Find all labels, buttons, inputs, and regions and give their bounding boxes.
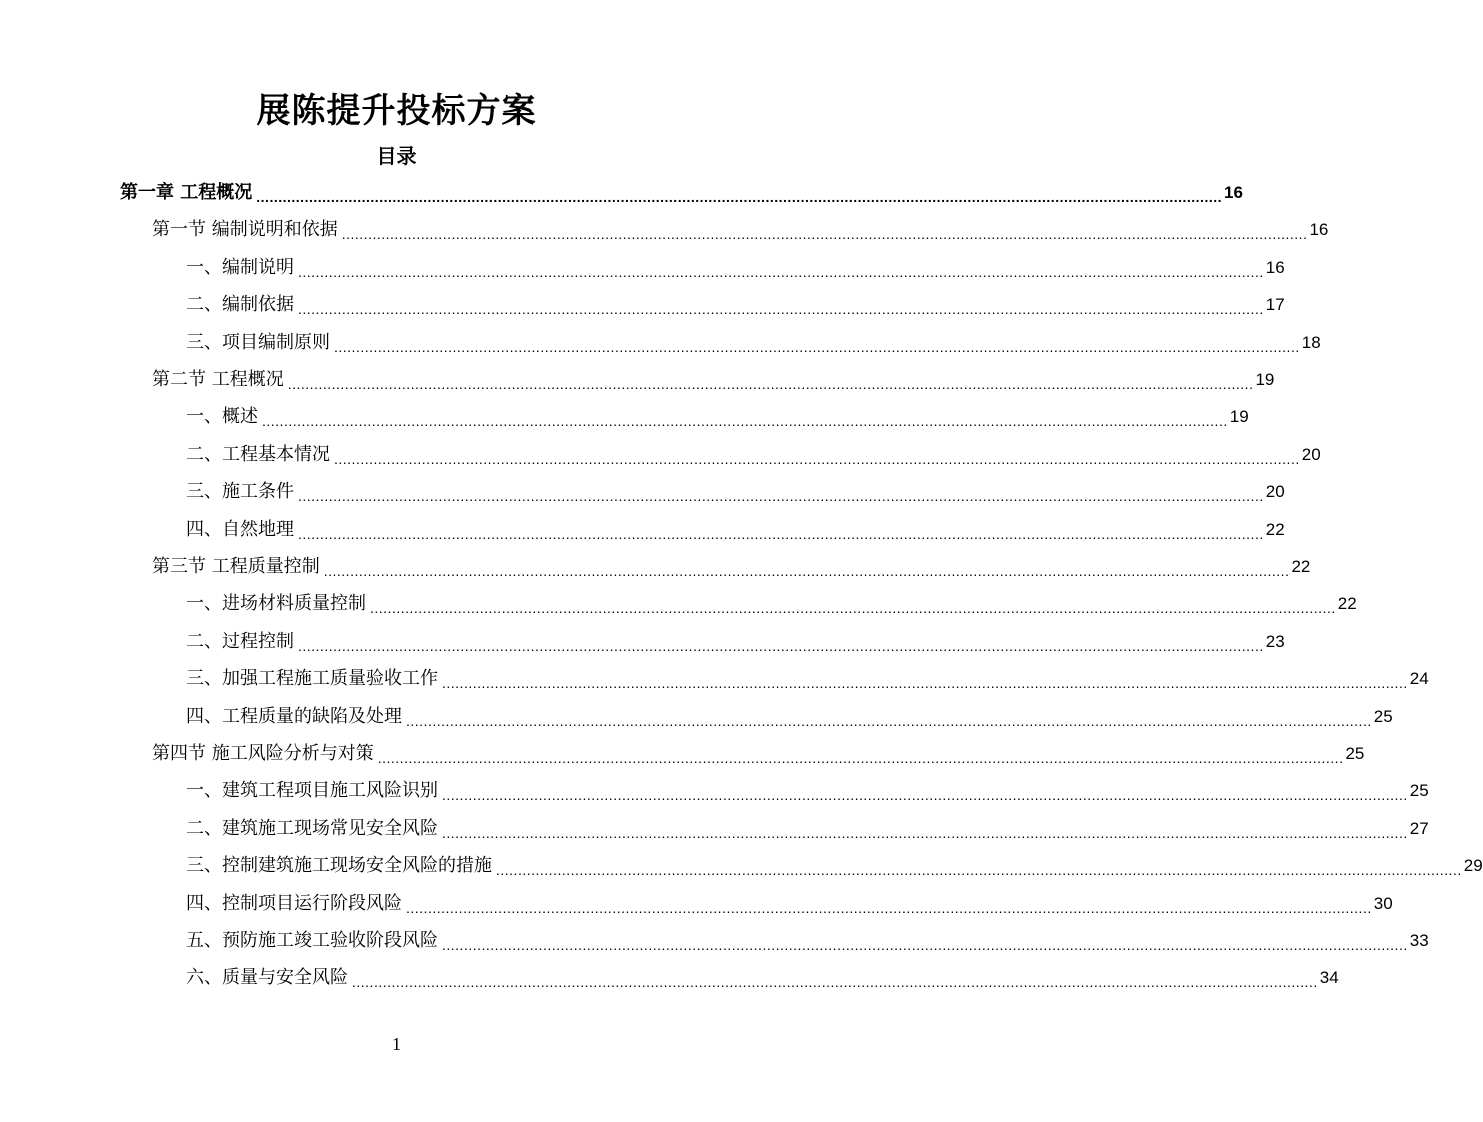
toc-dot-leader: ............................................................................................................................................................................................................................ [352, 974, 1318, 991]
toc-dot-leader: ............................................................................................................................................................................................................................ [406, 899, 1372, 916]
document-title: 展陈提升投标方案 [256, 91, 537, 131]
toc-entry[interactable] [186, 963, 1339, 993]
toc-dot-leader: ............................................................................................................................................................................................................................ [334, 338, 1300, 355]
toc-entry[interactable] [152, 365, 1275, 395]
toc-entry-page-number: 18 [1301, 332, 1321, 352]
toc-entry[interactable] [186, 814, 1429, 844]
toc-dot-leader: ............................................................................................................................................................................................................................ [298, 525, 1264, 542]
toc-dot-leader: ............................................................................................................................................................................................................................ [341, 226, 1308, 243]
toc-entry-label: 二、工程基本情况 [186, 443, 330, 465]
toc-entry-label: 二、过程控制 [186, 630, 294, 652]
toc-entry-label: 三、加强工程施工质量验收工作 [186, 668, 438, 690]
toc-dot-leader: ............................................................................................................................................................................................................................ [442, 824, 1408, 841]
toc-entry[interactable] [186, 627, 1285, 657]
toc-entry-page-number: 20 [1301, 444, 1321, 464]
toc-entry[interactable] [186, 664, 1429, 694]
toc-entry-page-number: 25 [1345, 744, 1365, 763]
toc-entry-page-number: 27 [1409, 818, 1429, 838]
toc-dot-leader: ............................................................................................................................................................................................................................ [262, 413, 1228, 430]
toc-entry-label: 三、控制建筑施工现场安全风险的措施 [186, 855, 492, 877]
toc-dot-leader: ............................................................................................................................................................................................................................ [370, 600, 1336, 617]
toc-entry-page-number: 22 [1337, 594, 1357, 614]
toc-dot-leader: ............................................................................................................................................................................................................................ [334, 450, 1300, 467]
toc-entry[interactable] [152, 215, 1329, 245]
toc-dot-leader: ............................................................................................................................................................................................................................ [323, 563, 1290, 579]
toc-entry-label: 三、施工条件 [186, 481, 294, 503]
toc-entry[interactable] [186, 515, 1285, 545]
toc-entry-label: 第二节 工程概况 [152, 369, 284, 390]
toc-entry-label: 一、进场材料质量控制 [186, 593, 366, 615]
toc-entry-page-number: 20 [1265, 482, 1285, 502]
toc-entry-label: 一、概述 [186, 406, 258, 428]
toc-dot-leader: ............................................................................................................................................................................................................................ [298, 637, 1264, 654]
toc-dot-leader: ............................................................................................................................................................................................................................ [298, 488, 1264, 505]
toc-entry-page-number: 16 [1224, 183, 1243, 202]
toc-entry-label: 第三节 工程质量控制 [152, 556, 320, 577]
toc-entry-page-number: 16 [1265, 257, 1285, 277]
toc-entry-label: 二、编制依据 [186, 294, 294, 316]
toc-entry[interactable] [186, 702, 1393, 732]
toc-entry-label: 一、编制说明 [186, 256, 294, 278]
toc-entry[interactable] [120, 178, 1243, 208]
toc-entry[interactable] [186, 440, 1321, 470]
toc-dot-leader: ............................................................................................................................................................................................................................ [442, 937, 1408, 953]
toc-entry[interactable] [186, 402, 1249, 432]
toc-entry-page-number: 33 [1409, 931, 1429, 950]
toc-entry-label: 四、自然地理 [186, 518, 294, 540]
toc-entry-page-number: 25 [1409, 781, 1429, 801]
toc-entry[interactable] [186, 589, 1357, 619]
toc-entry-label: 一、建筑工程项目施工风险识别 [186, 780, 438, 802]
toc-entry[interactable] [152, 739, 1365, 769]
toc-entry-label: 四、工程质量的缺陷及处理 [186, 705, 402, 727]
toc-entry-label: 三、项目编制原则 [186, 331, 330, 353]
toc-dot-leader: ............................................................................................................................................................................................................................ [496, 862, 1462, 879]
toc-entry-page-number: 16 [1309, 220, 1329, 240]
toc-dot-leader: ............................................................................................................................................................................................................................ [298, 263, 1264, 280]
toc-entry-page-number: 19 [1255, 370, 1275, 389]
toc-dot-leader: ............................................................................................................................................................................................................................ [377, 750, 1344, 766]
toc-entry[interactable] [186, 851, 1483, 881]
toc-entry-page-number: 25 [1373, 706, 1393, 726]
toc-entry[interactable] [186, 776, 1429, 806]
toc-entry-page-number: 30 [1373, 893, 1393, 913]
toc-entry-page-number: 29 [1463, 856, 1483, 876]
toc-entry[interactable] [152, 552, 1311, 582]
toc-entry-label: 五、预防施工竣工验收阶段风险 [186, 930, 438, 951]
toc-dot-leader: ............................................................................................................................................................................................................................ [298, 301, 1264, 318]
toc-dot-leader: ............................................................................................................................................................................................................................ [442, 675, 1408, 692]
toc-entry[interactable] [186, 290, 1285, 320]
toc-entry-page-number: 24 [1409, 669, 1429, 689]
toc-entry[interactable] [186, 926, 1429, 956]
toc-entry-label: 第一章 工程概况 [120, 182, 253, 203]
page-number: 1 [392, 1034, 401, 1054]
toc-entry-page-number: 23 [1265, 631, 1285, 651]
toc-entry-page-number: 22 [1265, 519, 1285, 539]
toc-dot-leader: ............................................................................................................................................................................................................................ [442, 787, 1408, 804]
toc-dot-leader: ............................................................................................................................................................................................................................ [287, 376, 1254, 392]
toc-entry-label: 二、建筑施工现场常见安全风险 [186, 817, 438, 839]
toc-entry-label: 第四节 施工风险分析与对策 [152, 743, 374, 764]
toc-entry-page-number: 22 [1291, 557, 1311, 576]
toc-entry-label: 第一节 编制说明和依据 [152, 219, 338, 241]
toc-dot-leader: ............................................................................................................................................................................................................................ [406, 712, 1372, 729]
toc-entry-page-number: 17 [1265, 295, 1285, 315]
toc-entry-page-number: 34 [1319, 968, 1339, 988]
toc-entry[interactable] [186, 477, 1285, 507]
toc-entry[interactable] [186, 889, 1393, 919]
toc-entry[interactable] [186, 328, 1321, 358]
toc-dot-leader: ............................................................................................................................................................................................................................ [256, 189, 1223, 205]
toc-entry-label: 六、质量与安全风险 [186, 967, 348, 989]
toc-entry-label: 四、控制项目运行阶段风险 [186, 892, 402, 914]
toc-entry-page-number: 19 [1229, 407, 1249, 427]
toc-heading: 目录 [376, 144, 417, 168]
toc-entry[interactable] [186, 253, 1285, 283]
